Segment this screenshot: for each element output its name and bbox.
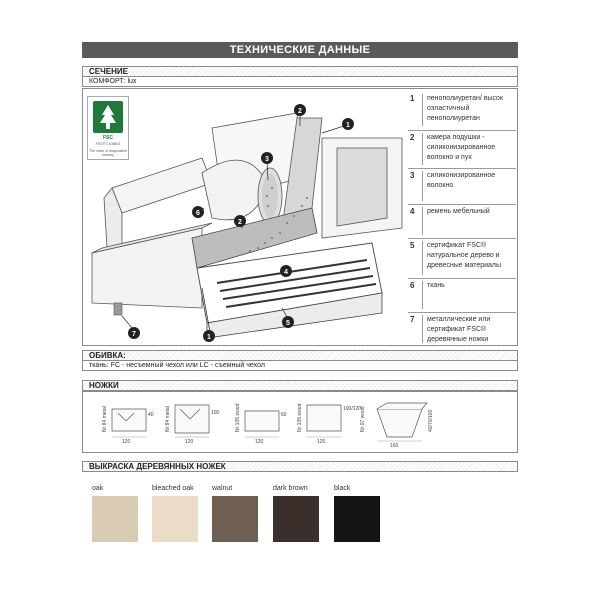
legend-row (408, 238, 516, 277)
legend-number: 7 (410, 315, 423, 343)
legend-row (408, 92, 516, 128)
marker-2-bottom: 2 (238, 219, 242, 226)
legend-number: 5 (410, 241, 423, 275)
upholstery-text: ткань: FC - несъемный чехол или LC - съемный чехол (82, 361, 518, 371)
marker-2-top: 2 (298, 108, 302, 115)
legend-text: пенополиуретан/ высок оэластичный пенополиуретан (427, 95, 504, 122)
leg-code: Nr 07 wood (360, 406, 366, 432)
legend-number: 2 (410, 133, 423, 165)
swatch-oak (92, 496, 138, 542)
leg-width: 120 (317, 439, 326, 445)
leg-width: 120 (255, 439, 264, 445)
legend-number: 3 (410, 171, 423, 201)
leg-code: Nr 84 metal (165, 406, 171, 432)
leg-height: 100/120 (343, 406, 362, 412)
fsc-tagline: The mark of responsible forestry (89, 149, 127, 157)
marker-1-top: 1 (346, 122, 350, 129)
swatch-label-black: black (334, 485, 351, 492)
fsc-text: FSC (103, 135, 113, 141)
leg-width: 160 (390, 443, 399, 449)
swatch-dark-brown (273, 496, 319, 542)
marker-4: 4 (284, 269, 288, 276)
marker-7: 7 (132, 331, 136, 338)
legend-text: металлические или сертификат FSC® деревянные ножки (427, 316, 491, 343)
section-heading: СЕЧЕНИЕ (82, 66, 518, 77)
marker-3: 3 (265, 156, 269, 163)
leg-code: Nr 84 metal (102, 406, 108, 432)
upholstery-heading: ОБИВКА: (82, 350, 518, 361)
leg-width: 120 (122, 439, 131, 445)
leg-height: 60 (281, 412, 287, 418)
sofa-section-drawing (82, 88, 408, 346)
swatch-walnut (212, 496, 258, 542)
leg-code: Nr 105 wood (235, 403, 241, 432)
legend-number: 4 (410, 207, 423, 235)
legend-row (408, 168, 516, 203)
marker-5: 5 (286, 320, 290, 327)
fsc-code: FSC® C106601 (95, 142, 121, 146)
leg-width: 120 (185, 439, 194, 445)
swatch-bleached-oak (152, 496, 198, 542)
swatch-label-walnut: walnut (212, 485, 233, 492)
legend-row (408, 130, 516, 167)
legend-row (408, 278, 516, 311)
page-title: ТЕХНИЧЕСКИЕ ДАННЫЕ (82, 42, 518, 58)
wood-colors-heading: ВЫКРАСКА ДЕРЕВЯННЫХ НОЖЕК (82, 461, 518, 472)
legend-text: силиконизированное волокно (427, 172, 496, 189)
legend-row (408, 312, 516, 345)
swatch-label-dark-brown: dark brown (273, 485, 308, 492)
legs-heading: НОЖКИ (82, 380, 518, 391)
section-subtitle: КОМФОРТ: lux (82, 77, 518, 87)
marker-1-bottom: 1 (207, 334, 211, 341)
legend-text: ткань (427, 282, 445, 289)
leg-height: 40/70/100 (428, 409, 434, 432)
leg-code: Nr 105 wood (297, 403, 303, 432)
leg-height: 100 (211, 410, 220, 416)
legend-number: 6 (410, 281, 423, 309)
swatch-label-oak: oak (92, 485, 104, 492)
legend-row (408, 204, 516, 237)
leg-height: 40 (148, 412, 154, 418)
marker-6: 6 (196, 210, 200, 217)
legend-text: ремень мебельный (427, 208, 490, 215)
legend-text: сертификат FSC® натуральное дерево и древесные материалы (427, 242, 502, 269)
swatch-label-bleached-oak: bleached oak (152, 485, 194, 492)
swatch-black (334, 496, 380, 542)
legend-number: 1 (410, 94, 423, 126)
legend-text: камера подушки - силиконизированное волокно и пух (427, 134, 496, 161)
